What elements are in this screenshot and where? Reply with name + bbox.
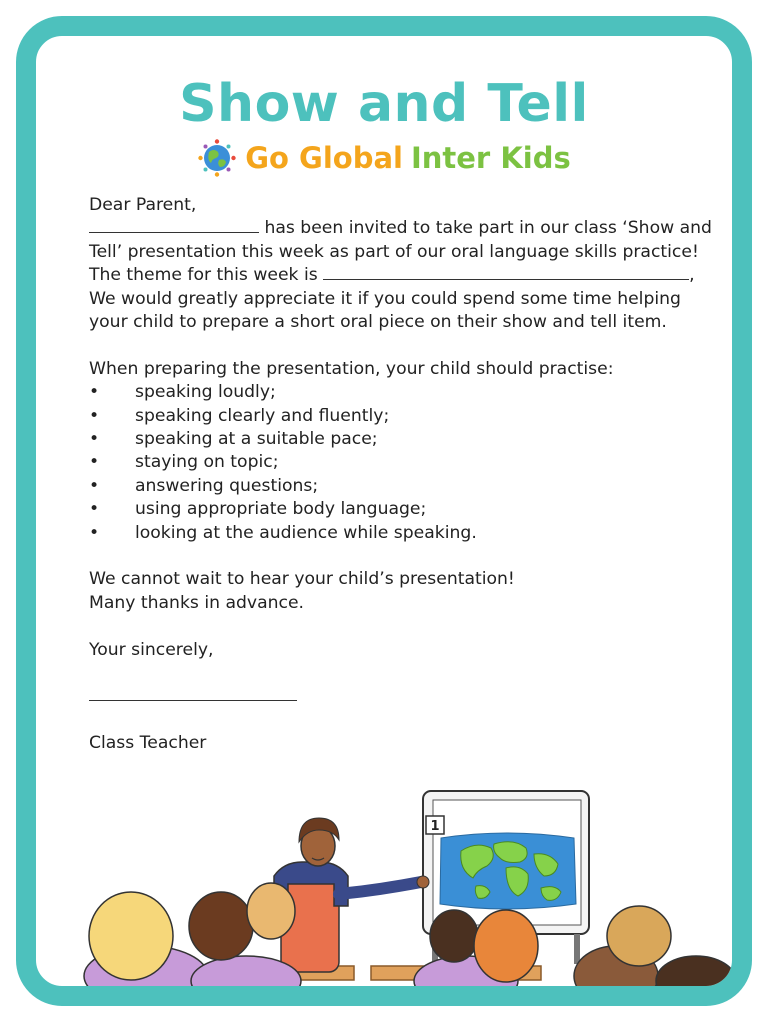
salutation: Dear Parent, <box>89 195 197 215</box>
list-item: • speaking clearly and fluently; <box>89 405 719 428</box>
signature-blank[interactable] <box>89 685 297 701</box>
brand-inter-kids: Inter Kids <box>410 141 571 175</box>
list-item: • looking at the audience while speaking. <box>89 522 719 545</box>
teacher-figure <box>274 818 429 972</box>
practise-intro: When preparing the presentation, your child should practise: <box>89 358 614 379</box>
thanks-line: Many thanks in advance. <box>89 592 304 613</box>
letter-body <box>89 194 719 756</box>
classroom-illustration <box>36 776 732 986</box>
invitation-paragraph <box>89 217 719 264</box>
appreciation-paragraph: We would greatly appreciate it if you could spend some time helping your child to prepare a short oral piece on their show and tell item. <box>89 288 681 333</box>
globe-kids-icon <box>197 138 237 178</box>
list-item: • using appropriate body language; <box>89 498 719 521</box>
theme-prefix: The theme for this week is <box>89 265 324 286</box>
child-name-blank[interactable] <box>89 217 259 233</box>
cannot-wait-line: We cannot wait to hear your child’s presentation! <box>89 569 515 590</box>
theme-line <box>89 264 719 287</box>
world-map <box>440 833 576 909</box>
theme-blank[interactable] <box>323 264 689 280</box>
board-number: 1 <box>430 819 440 834</box>
practise-list <box>89 381 719 545</box>
page-frame <box>16 16 752 1006</box>
list-item: • speaking loudly; <box>89 381 719 404</box>
closing-line: Your sincerely, <box>89 639 214 660</box>
brand-go-global: Go Global <box>245 141 403 175</box>
list-item: • staying on topic; <box>89 451 719 474</box>
brand-logo <box>36 138 732 178</box>
signature-role: Class Teacher <box>89 733 207 754</box>
list-item: • speaking at a suitable pace; <box>89 428 719 451</box>
theme-suffix: , <box>689 265 695 286</box>
list-item: • answering questions; <box>89 475 719 498</box>
page-title: Show and Tell <box>179 74 589 134</box>
invitation-text: has been invited to take part in our class ‘Show and Tell’ presentation this week as part of our oral language skills practice! <box>89 218 712 262</box>
signature-line <box>89 685 719 708</box>
